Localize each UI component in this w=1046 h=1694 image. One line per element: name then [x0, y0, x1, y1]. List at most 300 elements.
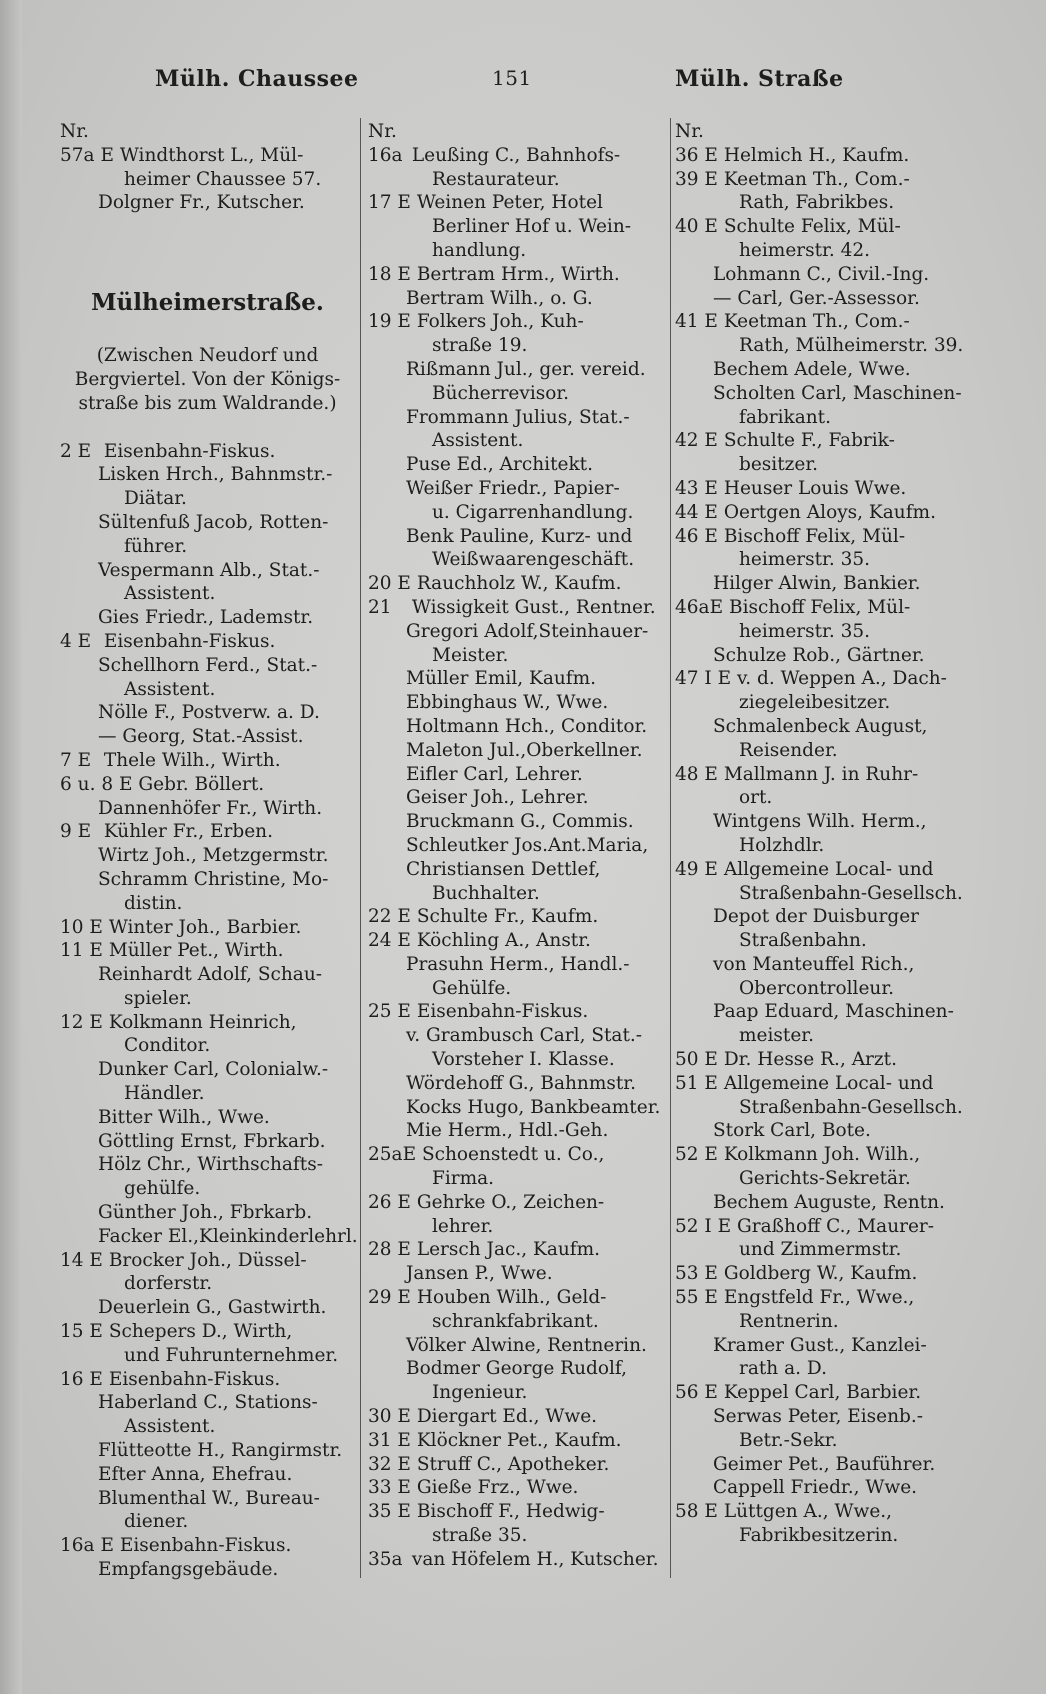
- entry-continuation: [675, 406, 971, 430]
- address-entry: [368, 1476, 666, 1500]
- resident-entry: [368, 1334, 666, 1358]
- house-number: 12 E: [60, 1011, 103, 1033]
- page-edge-shadow: [0, 0, 22, 1694]
- house-number: 32 E: [368, 1453, 411, 1475]
- resident-entry: [368, 525, 666, 549]
- resident-entry: [675, 358, 971, 382]
- line-text: spieler.: [124, 987, 192, 1009]
- resident-entry: [675, 1476, 971, 1500]
- resident-entry: [60, 1558, 355, 1582]
- resident-entry: [675, 644, 971, 668]
- address-entry: [368, 1191, 666, 1215]
- address-entry: [675, 501, 971, 525]
- line-text: Müller Pet., Wirth.: [108, 940, 284, 962]
- entry-continuation: [675, 1167, 971, 1191]
- street-note: [60, 344, 355, 368]
- column-divider: [360, 118, 361, 1578]
- house-number: 15 E: [60, 1321, 103, 1343]
- resident-entry: [60, 463, 355, 487]
- line-text: Reisender.: [739, 739, 838, 761]
- column-right: [675, 120, 971, 1548]
- entry-continuation: [368, 977, 666, 1001]
- house-number: 58 E: [675, 1501, 718, 1523]
- line-text: Schulte Felix, Mül-: [723, 216, 901, 238]
- line-text: schrankfabrikant.: [432, 1310, 599, 1332]
- resident-entry: [368, 763, 666, 787]
- line-text: Deuerlein G., Gastwirth.: [98, 1297, 327, 1319]
- resident-entry: [675, 1405, 971, 1429]
- address-entry: [675, 1500, 971, 1524]
- line-text: Rauchholz W., Kaufm.: [416, 573, 622, 595]
- entry-continuation: [675, 334, 971, 358]
- entry-continuation: [368, 1381, 666, 1405]
- line-text: Bergviertel. Von der Königs-: [74, 369, 341, 391]
- line-text: Mallmann J. in Ruhr-: [723, 763, 919, 785]
- resident-entry: [368, 667, 666, 691]
- line-text: Eifler Carl, Lehrer.: [406, 763, 583, 785]
- house-number: 9 E: [60, 821, 92, 843]
- entry-continuation: [60, 582, 355, 606]
- entry-continuation: [368, 382, 666, 406]
- line-text: Diätar.: [124, 488, 187, 510]
- line-text: führer.: [124, 535, 188, 557]
- address-entry: [675, 477, 971, 501]
- house-number: 19 E: [368, 311, 411, 333]
- entry-continuation: [675, 929, 971, 953]
- line-text: Firma.: [432, 1168, 495, 1190]
- address-entry: [368, 572, 666, 596]
- entry-continuation: [60, 1344, 355, 1368]
- entry-continuation: [675, 1429, 971, 1453]
- entry-continuation: [60, 1272, 355, 1296]
- address-entry: [675, 1048, 971, 1072]
- resident-entry: [368, 1024, 666, 1048]
- line-text: Conditor.: [124, 1035, 211, 1057]
- address-entry: [368, 1548, 666, 1572]
- line-text: Kolkmann Joh. Wilh.,: [723, 1144, 921, 1166]
- house-number: 36 E: [675, 144, 718, 166]
- address-entry: [675, 1215, 971, 1239]
- resident-entry: [368, 453, 666, 477]
- resident-entry: [368, 834, 666, 858]
- house-number: 48 E: [675, 763, 718, 785]
- column-label: [60, 120, 355, 144]
- resident-entry: [60, 1296, 355, 1320]
- address-entry: [368, 310, 666, 334]
- address-entry: [368, 1500, 666, 1524]
- line-text: Lohmann C., Civil.-Ing.: [713, 263, 930, 285]
- resident-entry: [368, 715, 666, 739]
- line-text: diener.: [124, 1511, 189, 1533]
- resident-entry: [675, 1000, 971, 1024]
- entry-continuation: [368, 548, 666, 572]
- entry-continuation: [368, 1048, 666, 1072]
- address-entry: [675, 858, 971, 882]
- house-number: 16 E: [60, 1368, 103, 1390]
- entry-continuation: [60, 1034, 355, 1058]
- resident-entry: [368, 858, 666, 882]
- house-number: 6 u. 8 E: [60, 773, 133, 795]
- entry-continuation: [675, 620, 971, 644]
- line-text: Windthorst L., Mül-: [119, 144, 304, 166]
- resident-entry: [60, 1225, 358, 1249]
- line-text: distin.: [124, 892, 183, 914]
- resident-entry: [60, 868, 355, 892]
- line-text: heimer Chaussee 57.: [124, 168, 322, 190]
- line-text: Dr. Hesse R., Arzt.: [723, 1049, 897, 1071]
- entry-continuation: [368, 1215, 666, 1239]
- line-text: gehülfe.: [124, 1178, 201, 1200]
- line-text: Köchling A., Anstr.: [416, 930, 591, 952]
- resident-entry: [60, 1058, 355, 1082]
- line-text: Eisenbahn-Fiskus.: [108, 1368, 281, 1390]
- address-entry: [368, 1405, 666, 1429]
- line-text: Paap Eduard, Maschinen-: [713, 1001, 954, 1023]
- line-text: Eisenbahn-Fiskus.: [103, 440, 276, 462]
- line-text: Allgemeine Local- und: [723, 858, 934, 880]
- line-text: Schramm Christine, Mo-: [98, 868, 329, 890]
- line-text: Mie Herm., Hdl.-Geh.: [406, 1120, 609, 1142]
- house-number: 46aE: [675, 596, 724, 618]
- line-text: Schoenstedt u. Co.,: [421, 1144, 605, 1166]
- line-text: Berliner Hof u. Wein-: [432, 216, 632, 238]
- line-text: Rath, Fabrikbes.: [739, 192, 895, 214]
- entry-continuation: [60, 168, 355, 192]
- line-text: Gieße Frz., Wwe.: [416, 1477, 579, 1499]
- line-text: Leußing C., Bahnhofs-: [411, 144, 621, 166]
- entry-continuation: [368, 215, 666, 239]
- line-text: Puse Ed., Architekt.: [406, 454, 593, 476]
- line-text: Nr.: [60, 121, 89, 142]
- resident-entry: [60, 1463, 355, 1487]
- line-text: straße 35.: [432, 1525, 528, 1547]
- line-text: Bischoff F., Hedwig-: [416, 1501, 605, 1523]
- line-text: Vespermann Alb., Stat.-: [98, 559, 320, 581]
- resident-entry: [368, 1262, 666, 1286]
- line-text: v. d. Weppen A., Dach-: [737, 668, 947, 690]
- line-text: Weißer Friedr., Papier-: [406, 477, 620, 499]
- line-text: Nr.: [368, 121, 397, 142]
- resident-entry: [368, 739, 666, 763]
- address-entry: [60, 144, 355, 168]
- line-text: Assistent.: [124, 583, 216, 605]
- address-entry: [368, 144, 666, 168]
- line-text: und Zimmermstr.: [739, 1239, 902, 1261]
- line-text: Buchhalter.: [432, 882, 540, 904]
- line-text: Struff C., Apotheker.: [416, 1453, 610, 1475]
- line-text: heimerstr. 35.: [739, 549, 871, 571]
- address-entry: [675, 667, 971, 691]
- line-text: Betr.-Sekr.: [739, 1429, 838, 1451]
- line-text: Blumenthal W., Bureau-: [98, 1487, 320, 1509]
- column-left: [60, 120, 358, 1582]
- resident-entry: [60, 606, 355, 630]
- house-number: 14 E: [60, 1249, 103, 1271]
- entry-continuation: [368, 1167, 666, 1191]
- address-entry: [368, 1238, 666, 1262]
- line-text: dorferstr.: [124, 1273, 213, 1295]
- line-text: Kocks Hugo, Bankbeamter.: [406, 1096, 661, 1118]
- house-number: 41 E: [675, 311, 718, 333]
- address-entry: [60, 916, 355, 940]
- line-text: Müller Emil, Kaufm.: [406, 668, 597, 690]
- entry-continuation: [675, 834, 971, 858]
- line-text: u. Cigarrenhandlung.: [432, 501, 634, 523]
- line-text: Diergart Ed., Wwe.: [416, 1406, 598, 1428]
- house-number: 30 E: [368, 1406, 411, 1428]
- line-text: Keppel Carl, Barbier.: [723, 1382, 922, 1404]
- house-number: 18 E: [368, 263, 411, 285]
- address-entry: [675, 215, 971, 239]
- line-text: Göttling Ernst, Fbrkarb.: [98, 1130, 326, 1152]
- line-text: Bruckmann G., Commis.: [406, 811, 634, 833]
- line-text: Bertram Wilh., o. G.: [406, 287, 593, 309]
- house-number: 44 E: [675, 501, 718, 523]
- resident-entry: [368, 477, 666, 501]
- address-entry: [368, 263, 666, 287]
- resident-entry: [60, 1153, 355, 1177]
- line-text: Mülheimerstraße.: [91, 288, 324, 316]
- line-text: Jansen P., Wwe.: [406, 1263, 553, 1285]
- line-text: Gehülfe.: [432, 977, 512, 999]
- entry-continuation: [368, 429, 666, 453]
- line-text: Dolgner Fr., Kutscher.: [98, 192, 305, 214]
- line-text: Empfangsgebäude.: [98, 1559, 279, 1581]
- resident-entry: [675, 263, 971, 287]
- line-text: Graßhoff C., Maurer-: [737, 1215, 935, 1237]
- address-entry: [675, 310, 971, 334]
- line-text: Schellhorn Ferd., Stat.-: [98, 654, 318, 676]
- line-text: Bitter Wilh., Wwe.: [98, 1106, 270, 1128]
- line-text: Händler.: [124, 1083, 205, 1105]
- address-entry: [675, 763, 971, 787]
- line-text: Facker El.,Kleinkinderlehrl.: [98, 1225, 358, 1247]
- street-note: [60, 392, 355, 416]
- entry-continuation: [675, 977, 971, 1001]
- entry-continuation: [675, 882, 971, 906]
- line-text: Kühler Fr., Erben.: [103, 821, 273, 843]
- resident-entry: [368, 953, 666, 977]
- entry-continuation: [60, 1082, 355, 1106]
- line-text: Schmalenbeck August,: [713, 715, 928, 737]
- entry-continuation: [368, 1310, 666, 1334]
- house-number: 7 E: [60, 749, 92, 771]
- line-text: Schepers D., Wirth,: [108, 1321, 293, 1343]
- address-entry: [675, 1072, 971, 1096]
- address-entry: [368, 1143, 666, 1167]
- resident-entry: [368, 786, 666, 810]
- entry-continuation: [60, 535, 355, 559]
- line-text: Ebbinghaus W., Wwe.: [406, 692, 609, 714]
- line-text: Wissigkeit Gust., Rentner.: [411, 596, 656, 618]
- line-text: Kolkmann Heinrich,: [108, 1011, 297, 1033]
- house-number: 20 E: [368, 573, 411, 595]
- line-text: lehrer.: [432, 1215, 494, 1237]
- line-text: Assistent.: [432, 430, 524, 452]
- house-number: 49 E: [675, 858, 718, 880]
- entry-continuation: [60, 892, 355, 916]
- house-number: 22 E: [368, 906, 411, 928]
- house-number: 10 E: [60, 916, 103, 938]
- address-entry: [60, 1534, 355, 1558]
- line-text: Prasuhn Herm., Handl.-: [406, 953, 630, 975]
- entry-continuation: [368, 1524, 666, 1548]
- line-text: Bechem Auguste, Rentn.: [713, 1191, 945, 1213]
- line-text: — Georg, Stat.-Assist.: [98, 726, 304, 748]
- line-text: heimerstr. 35.: [739, 620, 871, 642]
- line-text: Lisken Hrch., Bahnmstr.-: [98, 464, 333, 486]
- address-entry: [60, 440, 355, 464]
- line-text: Hilger Alwin, Bankier.: [713, 573, 921, 595]
- line-text: Straßenbahn-Gesellsch.: [739, 1096, 963, 1118]
- house-number: 57a E: [60, 144, 114, 166]
- resident-entry: [368, 406, 666, 430]
- entry-continuation: [60, 678, 355, 702]
- line-text: Assistent.: [124, 1416, 216, 1438]
- house-number: 31 E: [368, 1429, 411, 1451]
- line-text: Eisenbahn-Fiskus.: [103, 630, 276, 652]
- house-number: 26 E: [368, 1191, 411, 1213]
- entry-continuation: [675, 691, 971, 715]
- resident-entry: [368, 620, 666, 644]
- house-number: 21: [368, 596, 392, 618]
- resident-entry: [60, 797, 355, 821]
- entry-continuation: [675, 453, 971, 477]
- address-entry: [368, 191, 666, 215]
- line-text: Eisenbahn-Fiskus.: [416, 1001, 589, 1023]
- entry-continuation: [60, 487, 355, 511]
- entry-continuation: [368, 334, 666, 358]
- line-text: Depot der Duisburger: [713, 906, 919, 928]
- resident-entry: [60, 963, 355, 987]
- line-text: Bischoff Felix, Mül-: [723, 525, 906, 547]
- resident-entry: [60, 1487, 355, 1511]
- resident-entry: [60, 1391, 355, 1415]
- line-text: Houben Wilh., Geld-: [416, 1287, 607, 1309]
- line-text: Rißmann Jul., ger. vereid.: [406, 358, 646, 380]
- line-text: meister.: [739, 1025, 814, 1047]
- house-number: 56 E: [675, 1382, 718, 1404]
- line-text: Schulte F., Fabrik-: [723, 430, 895, 452]
- entry-continuation: [675, 239, 971, 263]
- line-text: Geiser Joh., Lehrer.: [406, 787, 589, 809]
- line-text: v. Grambusch Carl, Stat.-: [406, 1025, 643, 1047]
- address-entry: [368, 1429, 666, 1453]
- line-text: Kramer Gust., Kanzlei-: [713, 1334, 927, 1356]
- line-text: Eisenbahn-Fiskus.: [119, 1535, 292, 1557]
- line-text: Assistent.: [124, 678, 216, 700]
- line-text: Schulze Rob., Gärtner.: [713, 644, 925, 666]
- address-entry: [60, 1368, 355, 1392]
- line-text: Gies Friedr., Lademstr.: [98, 607, 314, 629]
- column-middle: [368, 120, 666, 1572]
- line-text: Haberland C., Stations-: [98, 1392, 318, 1414]
- street-heading: [60, 287, 355, 321]
- resident-entry: [675, 1453, 971, 1477]
- line-text: Wördehoff G., Bahnmstr.: [406, 1072, 636, 1094]
- resident-entry: [60, 1439, 355, 1463]
- column-divider: [670, 118, 671, 1578]
- house-number: 11 E: [60, 940, 103, 962]
- line-text: Wirtz Joh., Metzgermstr.: [98, 845, 329, 867]
- line-text: Oertgen Aloys, Kaufm.: [723, 501, 936, 523]
- house-number: 47 I E: [675, 668, 732, 690]
- house-number: 55 E: [675, 1287, 718, 1309]
- resident-entry: [675, 1119, 971, 1143]
- entry-continuation: [60, 1415, 355, 1439]
- resident-entry: [675, 572, 971, 596]
- resident-entry: [60, 1130, 355, 1154]
- house-number: 35a: [368, 1548, 403, 1570]
- address-entry: [60, 1011, 355, 1035]
- line-text: Flütteotte H., Rangirmstr.: [98, 1440, 343, 1462]
- line-text: Völker Alwine, Rentnerin.: [406, 1334, 647, 1356]
- line-text: von Manteuffel Rich.,: [713, 953, 915, 975]
- house-number: 50 E: [675, 1049, 718, 1071]
- line-text: Engstfeld Fr., Wwe.,: [723, 1287, 915, 1309]
- line-text: Gebr. Böllert.: [138, 773, 265, 795]
- line-text: Bechem Adele, Wwe.: [713, 358, 911, 380]
- house-number: 33 E: [368, 1477, 411, 1499]
- address-entry: [675, 1381, 971, 1405]
- resident-entry: [675, 287, 971, 311]
- resident-entry: [675, 1191, 971, 1215]
- entry-continuation: [675, 1524, 971, 1548]
- address-entry: [60, 1320, 355, 1344]
- entry-continuation: [368, 168, 666, 192]
- line-text: Allgemeine Local- und: [723, 1072, 934, 1094]
- line-text: Lersch Jac., Kaufm.: [416, 1239, 601, 1261]
- house-number: 29 E: [368, 1287, 411, 1309]
- line-text: Scholten Carl, Maschinen-: [713, 382, 962, 404]
- blank-line: [60, 215, 355, 239]
- entry-continuation: [675, 786, 971, 810]
- house-number: 16a: [368, 144, 403, 166]
- resident-entry: [60, 1201, 355, 1225]
- blank-line: [60, 416, 355, 440]
- house-number: 25 E: [368, 1001, 411, 1023]
- resident-entry: [60, 191, 355, 215]
- house-number: 25aE: [368, 1144, 417, 1166]
- address-entry: [675, 1262, 971, 1286]
- line-text: besitzer.: [739, 454, 819, 476]
- line-text: Ingenieur.: [432, 1382, 528, 1404]
- line-text: Serwas Peter, Eisenb.-: [713, 1406, 923, 1428]
- line-text: Winter Joh., Barbier.: [108, 916, 302, 938]
- column-label: [368, 120, 666, 144]
- line-text: Fabrikbesitzerin.: [739, 1525, 899, 1547]
- address-entry: [675, 1143, 971, 1167]
- house-number: 4 E: [60, 630, 92, 652]
- resident-entry: [60, 1106, 355, 1130]
- resident-entry: [675, 1334, 971, 1358]
- line-text: Bischoff Felix, Mül-: [728, 596, 911, 618]
- line-text: Geimer Pet., Bauführer.: [713, 1453, 936, 1475]
- house-number: 16a E: [60, 1535, 114, 1557]
- line-text: Straßenbahn.: [739, 930, 867, 952]
- line-text: Gerichts-Sekretär.: [739, 1168, 911, 1190]
- line-text: Restaurateur.: [432, 168, 560, 190]
- blank-line: [60, 321, 355, 345]
- line-text: Brocker Joh., Düssel-: [108, 1249, 307, 1271]
- line-text: Keetman Th., Com.-: [723, 311, 910, 333]
- line-text: Gehrke O., Zeichen-: [416, 1191, 605, 1213]
- line-text: heimerstr. 42.: [739, 239, 871, 261]
- resident-entry: [368, 1357, 666, 1381]
- resident-entry: [368, 1072, 666, 1096]
- address-entry: [368, 596, 666, 620]
- address-entry: [60, 630, 355, 654]
